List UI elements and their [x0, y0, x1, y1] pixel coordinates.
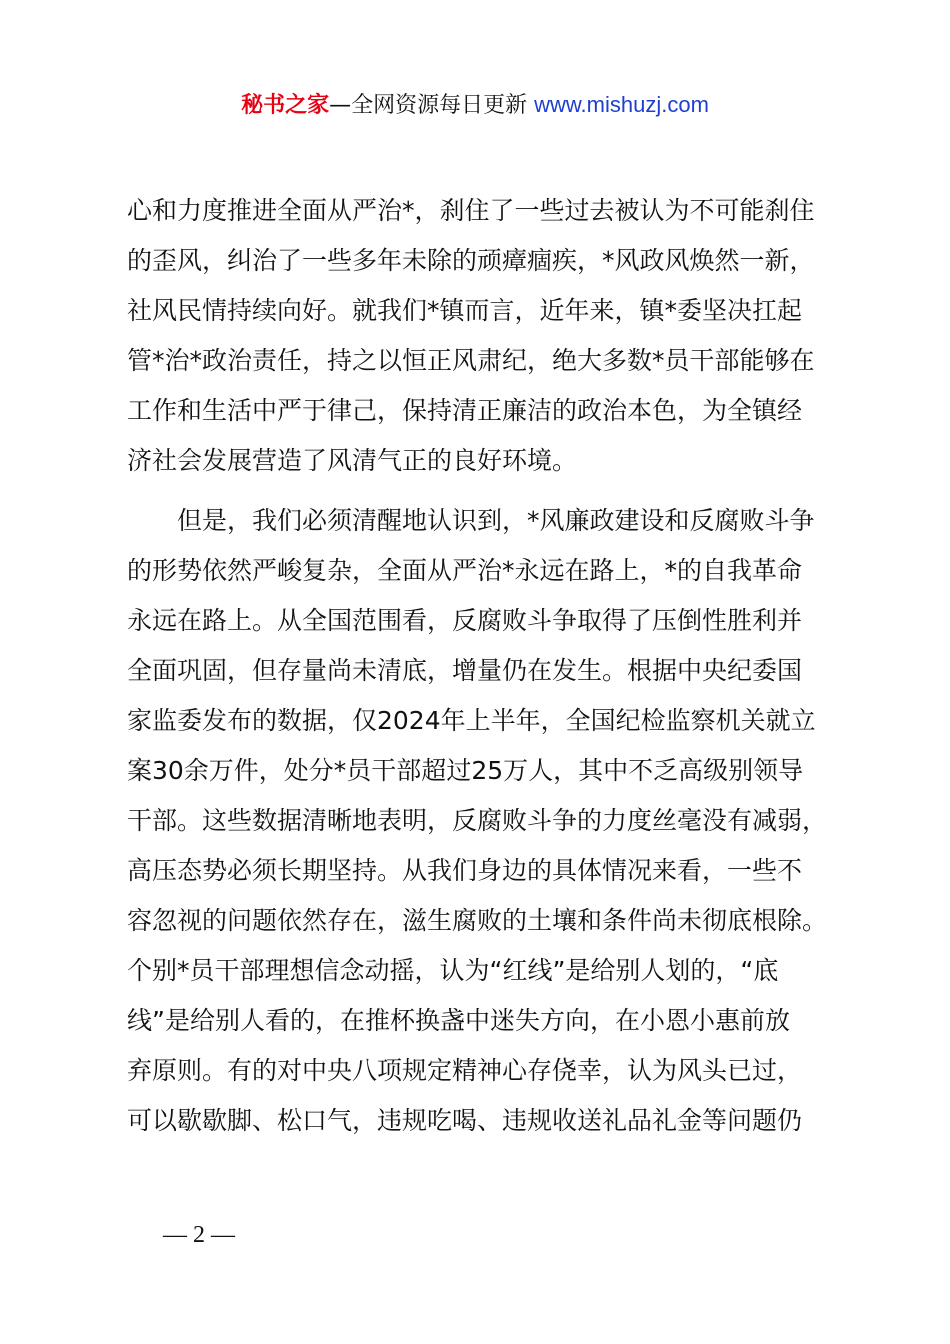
text-line: 家监委发布的数据，仅2024年上半年，全国纪检监察机关就立 [127, 706, 816, 735]
text-line: 但是，我们必须清醒地认识到，*风廉政建设和反腐败斗争 [177, 506, 815, 535]
site-brand: 秘书之家 [241, 93, 330, 118]
text-line: 管*治*政治责任，持之以恒正风肃纪，绝大多数*员干部能够在 [127, 346, 815, 375]
text-line: 案30余万件，处分*员干部超过25万人，其中不乏高级别领导 [127, 756, 804, 785]
text-line: 干部。这些数据清晰地表明，反腐败斗争的力度丝毫没有减弱， [127, 806, 828, 835]
site-tagline: —全网资源每日更新 [329, 93, 535, 118]
text-line: 弃原则。有的对中央八项规定精神心存侥幸，认为风头已过， [127, 1056, 803, 1085]
text-line: 济社会发展营造了风清气正的良好环境。 [127, 446, 578, 475]
text-line: 工作和生活中严于律己，保持清正廉洁的政治本色，为全镇经 [127, 396, 803, 425]
text-line: 心和力度推进全面从严治*，刹住了一些过去被认为不可能刹住 [127, 196, 815, 225]
paragraph-spacer [127, 486, 833, 496]
document-body [127, 186, 833, 1146]
text-line: 高压态势必须长期坚持。从我们身边的具体情况来看，一些不 [127, 856, 803, 885]
text-line: 个别*员干部理想信念动摇，认为“红线”是给别人划的，“底 [127, 956, 779, 985]
text-line: 全面巩固，但存量尚未清底，增量仍在发生。根据中央纪委国 [127, 656, 803, 685]
page-number: — 2 — [163, 1222, 235, 1248]
paragraph [127, 186, 833, 486]
site-header [0, 88, 950, 123]
text-line: 线”是给别人看的，在推杯换盏中迷失方向，在小恩小惠前放 [127, 1006, 790, 1035]
text-line: 社风民情持续向好。就我们*镇而言，近年来，镇*委坚决扛起 [127, 296, 803, 325]
text-line: 的歪风，纠治了一些多年未除的顽瘴痼疾，*风政风焕然一新， [127, 246, 815, 275]
text-line: 的形势依然严峻复杂，全面从严治*永远在路上，*的自我革命 [127, 556, 803, 585]
paragraph [127, 496, 833, 1146]
text-line: 可以歇歇脚、松口气，违规吃喝、违规收送礼品礼金等问题仍 [127, 1106, 803, 1135]
site-url[interactable]: www.mishuzj.com [534, 92, 709, 117]
text-line: 容忽视的问题依然存在，滋生腐败的土壤和条件尚未彻底根除。 [127, 906, 828, 935]
text-line: 永远在路上。从全国范围看，反腐败斗争取得了压倒性胜利并 [127, 606, 803, 635]
